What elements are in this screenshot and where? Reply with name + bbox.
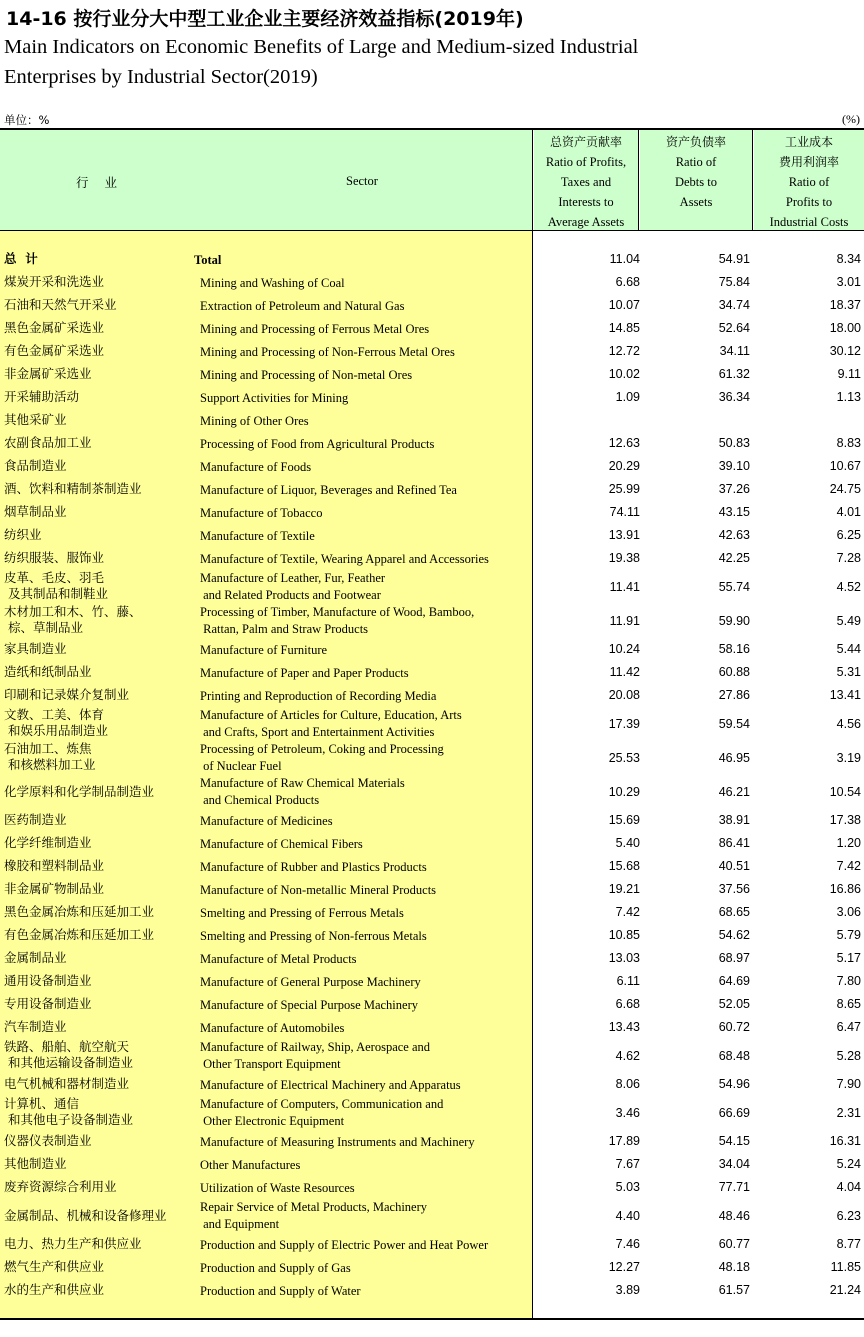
value-v3: 16.31 (829, 1134, 861, 1148)
sector-name-en: Printing and Reproduction of Recording Media (200, 689, 437, 703)
header-sector-en: Sector (346, 174, 378, 188)
value-v2: 38.91 (718, 813, 750, 827)
value-v3: 18.37 (829, 298, 861, 312)
table-row (0, 386, 864, 409)
sector-name-zh: 石油加工、炼焦 和核燃料加工业 (4, 741, 96, 772)
value-v1: 13.43 (608, 1020, 640, 1034)
value-v1: 25.53 (608, 751, 640, 765)
table-row (0, 363, 864, 386)
sector-name-zh: 食品制造业 (4, 458, 67, 473)
sector-name-en: Repair Service of Metal Products, Machinery and Equipment (200, 1200, 428, 1231)
sector-name-en: Manufacture of Raw Chemical Materials and Chemical Products (200, 776, 405, 807)
header-line: Assets (679, 195, 713, 209)
table-row (0, 570, 864, 604)
value-v1: 19.38 (608, 551, 640, 565)
sector-name-zh: 农副食品加工业 (4, 435, 92, 450)
value-v2: 52.05 (718, 997, 750, 1011)
sector-name-zh: 皮革、毛皮、羽毛 及其制品和制鞋业 (4, 570, 108, 601)
table-row (0, 1176, 864, 1199)
value-v2: 77.71 (718, 1180, 750, 1194)
value-v2: 48.46 (718, 1209, 750, 1223)
value-v3: 4.52 (836, 580, 861, 594)
sector-name-en: Support Activities for Mining (200, 391, 349, 405)
value-v1: 6.11 (616, 974, 640, 988)
sector-name-en: Manufacture of Electrical Machinery and Apparatus (200, 1078, 461, 1092)
value-v1: 4.40 (615, 1209, 640, 1223)
value-v2: 68.97 (718, 951, 750, 965)
sector-name-zh: 金属制品业 (4, 950, 67, 965)
page-title-en-line2: Enterprises by Industrial Sector(2019) (4, 66, 318, 88)
value-v2: 64.69 (718, 974, 750, 988)
value-v1: 12.63 (608, 436, 640, 450)
sector-name-zh: 专用设备制造业 (4, 996, 92, 1011)
sector-name-en: Manufacture of General Purpose Machinery (200, 975, 421, 989)
value-v2: 46.95 (718, 751, 750, 765)
value-v2: 54.15 (718, 1134, 750, 1148)
sector-name-en: Manufacture of Non-metallic Mineral Products (200, 883, 437, 897)
sector-name-en: Manufacture of Furniture (200, 643, 328, 657)
value-v3: 7.42 (836, 859, 861, 873)
value-v2: 61.32 (718, 367, 750, 381)
table-row (0, 878, 864, 901)
value-v2: 54.62 (718, 928, 750, 942)
sector-name-zh: 木材加工和木、竹、藤、 棕、草制品业 (4, 604, 142, 635)
header-line: Ratio of Profits, (545, 155, 627, 169)
header-line: Debts to (674, 175, 717, 189)
sector-name-en: Manufacture of Articles for Culture, Education, Arts and Crafts, Sport and Entertainment Activities (200, 708, 462, 739)
value-v2: 37.26 (718, 482, 750, 496)
table-row (0, 638, 864, 661)
value-v3: 5.79 (836, 928, 861, 942)
header-line: Average Assets (547, 215, 625, 229)
value-v3: 5.17 (836, 951, 861, 965)
sector-name-en: Mining of Other Ores (200, 414, 309, 428)
value-v2: 59.90 (718, 614, 750, 628)
table-row (0, 1039, 864, 1073)
table-row (0, 294, 864, 317)
table-row (0, 924, 864, 947)
value-v2: 39.10 (718, 459, 750, 473)
table-row (0, 775, 864, 809)
value-v2: 86.41 (718, 836, 750, 850)
sector-name-en: Processing of Petroleum, Coking and Processing of Nuclear Fuel (200, 742, 444, 773)
value-v2: 75.84 (718, 275, 750, 289)
value-v3: 16.86 (829, 882, 861, 896)
value-v1: 6.68 (615, 997, 640, 1011)
value-v1: 11.04 (609, 252, 640, 266)
table-row (0, 1153, 864, 1176)
value-v3: 21.24 (829, 1283, 861, 1297)
sector-name-zh: 黑色金属矿采选业 (4, 320, 105, 335)
value-v3: 7.28 (836, 551, 861, 565)
header-line: Interests to (558, 195, 614, 209)
sector-name-zh: 纺织服装、服饰业 (4, 550, 105, 565)
table-row (0, 604, 864, 638)
sector-name-en: Manufacture of Measuring Instruments and Machinery (200, 1135, 475, 1149)
value-v2: 42.63 (718, 528, 750, 542)
value-v2: 61.57 (718, 1283, 750, 1297)
value-v1: 20.29 (608, 459, 640, 473)
value-v3: 1.20 (836, 836, 861, 850)
table-row (0, 248, 864, 271)
sector-name-en: Manufacture of Tobacco (200, 506, 323, 520)
value-v1: 7.46 (615, 1237, 640, 1251)
value-v3: 3.01 (836, 275, 861, 289)
value-v3: 8.83 (836, 436, 861, 450)
sector-name-zh: 印刷和记录媒介复制业 (4, 687, 130, 702)
value-v3: 8.65 (836, 997, 861, 1011)
column-divider (752, 130, 753, 230)
header-sector-cell (0, 130, 532, 230)
table-row (0, 1016, 864, 1039)
sector-name-en: Processing of Timber, Manufacture of Wood, Bamboo, Rattan, Palm and Straw Products (200, 605, 475, 636)
table-row (0, 684, 864, 707)
header-line: 总资产贡献率 (549, 135, 622, 149)
value-v2: 50.83 (718, 436, 750, 450)
sector-name-zh: 水的生产和供应业 (4, 1282, 105, 1297)
value-v1: 10.07 (608, 298, 640, 312)
sector-name-zh: 通用设备制造业 (4, 973, 92, 988)
sector-name-zh: 铁路、船舶、航空航天 和其他运输设备制造业 (4, 1039, 133, 1070)
value-v3: 6.23 (836, 1209, 861, 1223)
table-row (0, 455, 864, 478)
value-v2: 27.86 (718, 688, 750, 702)
value-v3: 17.38 (829, 813, 861, 827)
value-v3: 4.04 (836, 1180, 861, 1194)
table-row (0, 1233, 864, 1256)
sector-name-en: Utilization of Waste Resources (200, 1181, 355, 1195)
value-v1: 1.09 (615, 390, 640, 404)
table-row (0, 317, 864, 340)
sector-name-en: Manufacture of Medicines (200, 814, 333, 828)
header-sector-zh: 行 业 (76, 175, 123, 190)
value-v1: 11.41 (609, 580, 640, 594)
header-line: Taxes and (560, 175, 612, 189)
sector-name-en: Manufacture of Foods (200, 460, 312, 474)
value-v3: 4.56 (836, 717, 861, 731)
sector-name-zh: 酒、饮料和精制茶制造业 (4, 481, 142, 496)
value-v2: 60.77 (718, 1237, 750, 1251)
value-v3: 30.12 (829, 344, 861, 358)
value-v3: 13.41 (829, 688, 861, 702)
value-v1: 7.67 (615, 1157, 640, 1171)
value-v1: 10.29 (608, 785, 640, 799)
value-v2: 34.04 (718, 1157, 750, 1171)
value-v3: 1.13 (836, 390, 861, 404)
table-row (0, 501, 864, 524)
value-v1: 17.89 (608, 1134, 640, 1148)
sector-name-en: Mining and Processing of Ferrous Metal Ores (200, 322, 430, 336)
sector-name-en: Manufacture of Computers, Communication and Other Electronic Equipment (200, 1097, 444, 1128)
table-row (0, 1256, 864, 1279)
sector-name-en: Smelting and Pressing of Ferrous Metals (200, 906, 404, 920)
sector-name-en: Production and Supply of Electric Power and Heat Power (200, 1238, 489, 1252)
value-v2: 54.91 (718, 252, 750, 266)
value-v3: 4.01 (836, 505, 861, 519)
sector-name-zh: 烟草制品业 (4, 504, 67, 519)
value-v3: 8.77 (836, 1237, 861, 1251)
value-v3: 7.80 (836, 974, 861, 988)
sector-name-zh: 有色金属矿采选业 (4, 343, 105, 358)
header-line: Profits to (785, 195, 833, 209)
sector-name-en: Processing of Food from Agricultural Products (200, 437, 435, 451)
value-v1: 14.85 (608, 321, 640, 335)
sector-name-en: Manufacture of Leather, Fur, Feather and Related Products and Footwear (200, 571, 386, 602)
header-line: Ratio of (675, 155, 717, 169)
unit-label-right: (%) (842, 112, 860, 126)
sector-name-en: Total (194, 253, 222, 267)
value-v3: 3.06 (836, 905, 861, 919)
value-v1: 10.02 (608, 367, 640, 381)
value-v2: 66.69 (718, 1106, 750, 1120)
table-row (0, 741, 864, 775)
sector-name-zh: 其他制造业 (4, 1156, 67, 1171)
value-v2: 68.65 (718, 905, 750, 919)
value-v3: 5.31 (836, 665, 861, 679)
table-row (0, 832, 864, 855)
value-v3: 7.90 (836, 1077, 861, 1091)
value-v3: 2.31 (836, 1106, 861, 1120)
value-v2: 60.72 (718, 1020, 750, 1034)
value-v3: 11.85 (830, 1260, 861, 1274)
value-v1: 25.99 (608, 482, 640, 496)
value-v1: 19.21 (608, 882, 640, 896)
table-row (0, 970, 864, 993)
table-header (0, 130, 864, 230)
value-v1: 17.39 (608, 717, 640, 731)
sector-name-zh: 金属制品、机械和设备修理业 (4, 1208, 167, 1223)
sector-name-zh: 燃气生产和供应业 (4, 1259, 105, 1274)
sector-name-en: Mining and Processing of Non-metal Ores (200, 368, 413, 382)
value-v1: 7.42 (615, 905, 640, 919)
value-v2: 54.96 (718, 1077, 750, 1091)
unit-label: 单位：% (4, 113, 50, 127)
sector-name-zh: 黑色金属冶炼和压延加工业 (4, 904, 155, 919)
value-v2: 46.21 (718, 785, 750, 799)
column-divider (638, 130, 639, 230)
sector-name-zh: 其他采矿业 (4, 412, 67, 427)
table-row (0, 271, 864, 294)
value-v3: 10.54 (829, 785, 861, 799)
sector-name-en: Manufacture of Paper and Paper Products (200, 666, 409, 680)
header-line: Ratio of (788, 175, 830, 189)
header-col-profit-cost-ratio (754, 130, 864, 230)
page-title-en-line1: Main Indicators on Economic Benefits of Large and Medium-sized Industrial (4, 36, 639, 58)
table-row (0, 993, 864, 1016)
sector-name-zh: 废弃资源综合利用业 (4, 1179, 117, 1194)
value-v1: 4.62 (615, 1049, 640, 1063)
sector-name-en: Manufacture of Railway, Ship, Aerospace and Other Transport Equipment (200, 1040, 431, 1071)
sector-name-en: Smelting and Pressing of Non-ferrous Metals (200, 929, 427, 943)
sector-name-zh: 有色金属冶炼和压延加工业 (4, 927, 155, 942)
sector-name-en: Manufacture of Liquor, Beverages and Refined Tea (200, 483, 457, 497)
value-v2: 37.56 (718, 882, 750, 896)
header-col-assets-contribution (534, 130, 638, 230)
sector-name-zh: 总 计 (4, 251, 38, 266)
value-v3: 18.00 (829, 321, 861, 335)
sector-name-zh: 开采辅助活动 (4, 389, 80, 404)
sector-name-en: Mining and Washing of Coal (200, 276, 345, 290)
table-row (0, 1130, 864, 1153)
header-line: 工业成本 (784, 135, 833, 149)
value-v1: 13.03 (608, 951, 640, 965)
value-v2: 43.15 (718, 505, 750, 519)
table-row (0, 1096, 864, 1130)
sector-name-en: Manufacture of Rubber and Plastics Products (200, 860, 427, 874)
sector-name-zh: 石油和天然气开采业 (4, 297, 117, 312)
sector-name-zh: 家具制造业 (4, 641, 67, 656)
table-row (0, 478, 864, 501)
table-row (0, 432, 864, 455)
value-v1: 5.03 (615, 1180, 640, 1194)
value-v1: 11.42 (609, 665, 640, 679)
value-v3: 5.24 (836, 1157, 861, 1171)
table-row (0, 340, 864, 363)
table-row (0, 809, 864, 832)
header-col-debt-ratio (640, 130, 752, 230)
value-v2: 59.54 (718, 717, 750, 731)
sector-name-zh: 化学纤维制造业 (4, 835, 92, 850)
value-v3: 5.44 (836, 642, 861, 656)
sector-name-zh: 非金属矿物制品业 (4, 881, 105, 896)
sector-name-zh: 非金属矿采选业 (4, 366, 92, 381)
value-v1: 3.46 (615, 1106, 640, 1120)
value-v1: 6.68 (615, 275, 640, 289)
value-v1: 12.27 (608, 1260, 640, 1274)
table-bottom-rule (0, 1318, 864, 1320)
table-row (0, 661, 864, 684)
sector-name-zh: 橡胶和塑料制品业 (4, 858, 105, 873)
table-row (0, 947, 864, 970)
table-row (0, 707, 864, 741)
sector-name-zh: 文教、工美、体育 和娱乐用品制造业 (4, 707, 108, 738)
value-v2: 40.51 (718, 859, 750, 873)
value-v1: 11.91 (609, 614, 640, 628)
value-v2: 55.74 (718, 580, 750, 594)
value-v1: 13.91 (608, 528, 640, 542)
table-row (0, 1279, 864, 1302)
value-v3: 8.34 (836, 252, 861, 266)
sector-name-zh: 仪器仪表制造业 (4, 1133, 92, 1148)
value-v2: 36.34 (718, 390, 750, 404)
sector-name-zh: 医药制造业 (4, 812, 67, 827)
table-row (0, 855, 864, 878)
table-row (0, 1199, 864, 1233)
value-v3: 9.11 (837, 367, 861, 381)
sector-name-zh: 电力、热力生产和供应业 (4, 1236, 142, 1251)
value-v3: 3.19 (836, 751, 861, 765)
sector-name-en: Production and Supply of Gas (200, 1261, 351, 1275)
sector-name-zh: 化学原料和化学制品制造业 (4, 784, 155, 799)
page-title: 14-16 按行业分大中型工业企业主要经济效益指标(2019年) (6, 8, 524, 30)
value-v1: 3.89 (615, 1283, 640, 1297)
value-v3: 5.49 (836, 614, 861, 628)
value-v1: 10.24 (608, 642, 640, 656)
sector-name-en: Manufacture of Textile, Wearing Apparel and Accessories (200, 552, 489, 566)
value-v3: 24.75 (829, 482, 861, 496)
table-row (0, 524, 864, 547)
value-v2: 34.11 (719, 344, 750, 358)
table-row (0, 547, 864, 570)
value-v3: 10.67 (829, 459, 861, 473)
value-v2: 68.48 (718, 1049, 750, 1063)
sector-name-zh: 计算机、通信 和其他电子设备制造业 (4, 1096, 133, 1127)
table-row (0, 1073, 864, 1096)
value-v1: 15.68 (608, 859, 640, 873)
header-line: Industrial Costs (769, 215, 849, 229)
sector-name-en: Other Manufactures (200, 1158, 301, 1172)
sector-name-en: Manufacture of Chemical Fibers (200, 837, 363, 851)
sector-name-en: Manufacture of Automobiles (200, 1021, 345, 1035)
sector-name-en: Manufacture of Special Purpose Machinery (200, 998, 418, 1012)
value-v2: 34.74 (718, 298, 750, 312)
table-row (0, 409, 864, 432)
value-v1: 10.85 (608, 928, 640, 942)
sector-name-en: Manufacture of Textile (200, 529, 315, 543)
header-line: 资产负债率 (665, 135, 726, 149)
value-v1: 15.69 (608, 813, 640, 827)
value-v1: 20.08 (608, 688, 640, 702)
value-v1: 12.72 (608, 344, 640, 358)
value-v1: 8.06 (615, 1077, 640, 1091)
value-v2: 58.16 (718, 642, 750, 656)
sector-name-en: Mining and Processing of Non-Ferrous Metal Ores (200, 345, 455, 359)
value-v2: 48.18 (718, 1260, 750, 1274)
sector-name-zh: 电气机械和器材制造业 (4, 1076, 130, 1091)
value-v2: 42.25 (718, 551, 750, 565)
sector-name-en: Manufacture of Metal Products (200, 952, 357, 966)
header-line: 费用利润率 (778, 155, 839, 169)
value-v1: 5.40 (615, 836, 640, 850)
value-v2: 60.88 (718, 665, 750, 679)
value-v3: 5.28 (836, 1049, 861, 1063)
table-row (0, 901, 864, 924)
sector-name-en: Extraction of Petroleum and Natural Gas (200, 299, 405, 313)
sector-name-zh: 纺织业 (4, 527, 42, 542)
sector-name-zh: 造纸和纸制品业 (4, 664, 92, 679)
value-v3: 6.47 (836, 1020, 861, 1034)
sector-name-en: Production and Supply of Water (200, 1284, 361, 1298)
sector-name-zh: 煤炭开采和洗选业 (4, 274, 105, 289)
value-v1: 74.11 (609, 505, 640, 519)
value-v2: 52.64 (718, 321, 750, 335)
sector-name-zh: 汽车制造业 (4, 1019, 67, 1034)
value-v3: 6.25 (836, 528, 861, 542)
